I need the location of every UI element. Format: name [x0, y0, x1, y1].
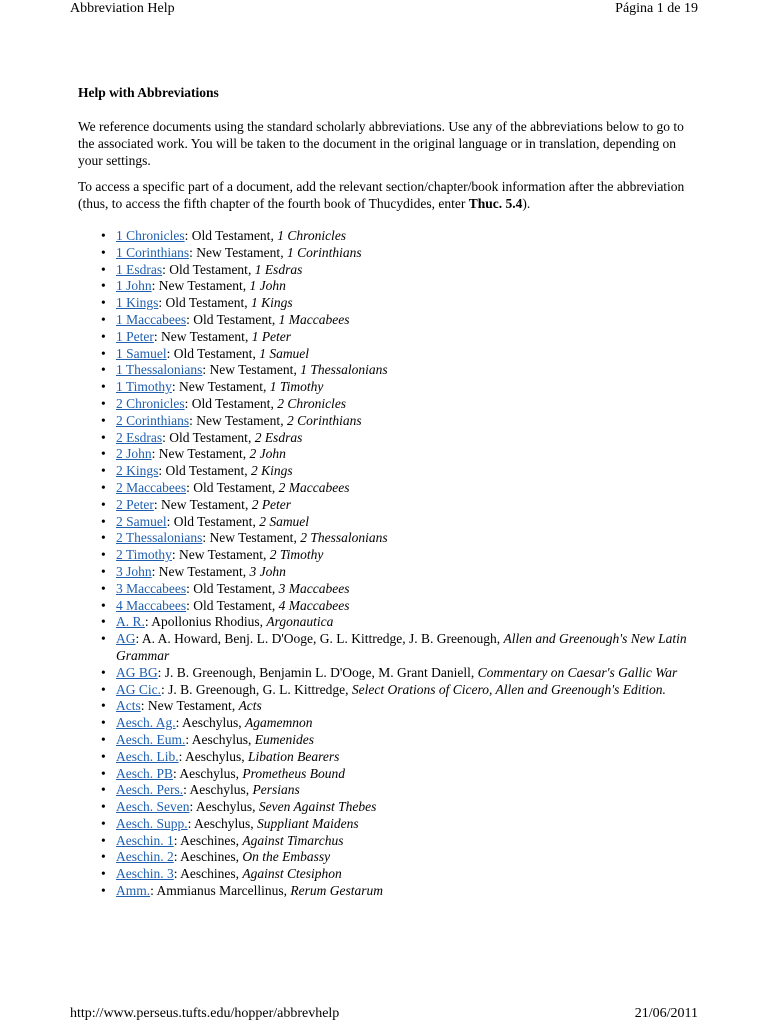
entry-work-title: Agamemnon	[245, 715, 313, 731]
entry-work-title: Against Timarchus	[242, 832, 344, 848]
abbreviation-link[interactable]: 1 Thessalonians	[116, 362, 203, 378]
list-item: • 2 Peter: New Testament, 2 Peter	[116, 497, 690, 514]
entry-work-title: 1 Maccabees	[278, 311, 350, 327]
print-footer-url: http://www.perseus.tufts.edu/hopper/abbrevhelp	[70, 1006, 340, 1021]
entry-work-title: 2 Thessalonians	[300, 530, 388, 546]
list-item: • 1 John: New Testament, 1 John	[116, 278, 690, 295]
abbreviation-link[interactable]: Aesch. Eum.	[116, 731, 186, 747]
abbreviation-link[interactable]: A. R.	[116, 614, 145, 630]
entry-author: Old Testament	[191, 395, 271, 411]
entry-author: J. B. Greenough, Benjamin L. D'Ooge, M. Grant Daniell	[164, 664, 471, 680]
abbreviation-link[interactable]: 2 Thessalonians	[116, 530, 203, 546]
entry-work-title: 1 Timothy	[269, 379, 324, 395]
abbreviation-link[interactable]: AG	[116, 631, 136, 647]
entry-work-title: 2 Kings	[250, 463, 293, 479]
entry-work-title: Against Ctesiphon	[242, 866, 342, 882]
entry-work-title: Allen and Greenough's New Latin Grammar	[116, 631, 687, 663]
abbreviation-link[interactable]: 1 Samuel	[116, 345, 167, 361]
entry-work-title: Prometheus Bound	[242, 765, 345, 781]
abbreviation-link[interactable]: 3 Maccabees	[116, 580, 187, 596]
access-text-after: ).	[522, 196, 531, 211]
list-item: • 1 Timothy: New Testament, 1 Timothy	[116, 379, 690, 396]
abbreviation-link[interactable]: Aesch. Lib.	[116, 748, 179, 764]
abbreviation-link[interactable]: 3 John	[116, 563, 152, 579]
entry-work-title: Seven Against Thebes	[258, 799, 377, 815]
entry-work-title: 1 Esdras	[254, 261, 303, 277]
entry-author: Aeschylus	[195, 799, 253, 815]
entry-author: Aeschines	[180, 866, 236, 882]
list-item: • Aesch. Ag.: Aeschylus, Agamemnon	[116, 715, 690, 732]
abbreviation-link[interactable]: 1 Peter	[116, 328, 154, 344]
print-footer-date: 21/06/2011	[634, 1006, 698, 1021]
list-item: • Amm.: Ammianus Marcellinus, Rerum Gestarum	[116, 883, 690, 900]
abbreviation-link[interactable]: 2 Corinthians	[116, 412, 190, 428]
entry-author: A. A. Howard, Benj. L. D'Ooge, G. L. Kittredge, J. B. Greenough	[141, 631, 497, 647]
entry-author: New Testament	[196, 244, 281, 260]
abbreviation-link[interactable]: 1 John	[116, 278, 152, 294]
entry-work-title: Argonautica	[266, 614, 334, 630]
abbreviation-link[interactable]: Aesch. PB	[116, 765, 173, 781]
list-item: • Aesch. Eum.: Aeschylus, Eumenides	[116, 732, 690, 749]
abbreviation-link[interactable]: AG BG	[116, 664, 158, 680]
list-item: • Aesch. Supp.: Aeschylus, Suppliant Maidens	[116, 816, 690, 833]
abbreviation-link[interactable]: 1 Chronicles	[116, 228, 185, 243]
list-item: • 1 Chronicles: Old Testament, 1 Chronicles	[116, 228, 690, 245]
list-item: • Aesch. Lib.: Aeschylus, Libation Bearers	[116, 749, 690, 766]
list-item: • 1 Samuel: Old Testament, 1 Samuel	[116, 346, 690, 363]
abbreviation-link[interactable]: 2 Kings	[116, 463, 159, 479]
entry-work-title: 1 Corinthians	[286, 244, 362, 260]
entry-work-title: 2 Maccabees	[278, 479, 350, 495]
list-item: • Aesch. PB: Aeschylus, Prometheus Bound	[116, 766, 690, 783]
entry-work-title: 2 Samuel	[259, 513, 310, 529]
entry-author: New Testament	[161, 328, 245, 344]
entry-author: Old Testament	[173, 513, 253, 529]
list-item: • 1 Kings: Old Testament, 1 Kings	[116, 295, 690, 312]
entry-author: Aeschines	[180, 849, 236, 865]
entry-work-title: 1 Thessalonians	[300, 362, 388, 378]
page-content	[78, 84, 690, 900]
abbreviation-link[interactable]: Acts	[116, 698, 141, 714]
entry-work-title: Suppliant Maidens	[257, 815, 359, 831]
page-title: Help with Abbreviations	[78, 85, 219, 100]
abbreviation-link[interactable]: 2 Peter	[116, 496, 154, 512]
abbreviation-link[interactable]: 2 Chronicles	[116, 395, 185, 411]
entry-author: Old Testament	[165, 295, 245, 311]
entry-work-title: Commentary on Caesar's Gallic War	[477, 664, 678, 680]
entry-work-title: 3 John	[249, 563, 286, 579]
entry-work-title: 2 Esdras	[254, 429, 303, 445]
entry-author: New Testament	[158, 278, 243, 294]
abbreviation-link[interactable]: 2 Samuel	[116, 513, 167, 529]
list-item: • 2 Corinthians: New Testament, 2 Corinthians	[116, 413, 690, 430]
entry-author: New Testament	[196, 412, 281, 428]
abbreviation-link[interactable]: Amm.	[116, 883, 151, 899]
list-item: • 2 Kings: Old Testament, 2 Kings	[116, 463, 690, 480]
entry-author: Apollonius Rhodius	[151, 614, 260, 630]
access-text-before: To access a specific part of a document, add the relevant section/chapter/book information after the abbreviation (thus, to access the fifth chapter of the fourth book of Thucydides, enter	[78, 179, 685, 211]
print-header-title: Abbreviation Help	[70, 1, 175, 16]
list-item: • 3 John: New Testament, 3 John	[116, 564, 690, 581]
list-item: • A. R.: Apollonius Rhodius, Argonautica	[116, 614, 690, 631]
entry-work-title: Acts	[238, 698, 262, 714]
entry-author: Old Testament	[193, 597, 272, 613]
list-item: • 2 Samuel: Old Testament, 2 Samuel	[116, 514, 690, 531]
entry-author: Aeschines	[180, 832, 236, 848]
entry-author: New Testament	[209, 530, 294, 546]
entry-author: New Testament	[179, 379, 263, 395]
abbreviation-link[interactable]: 1 Corinthians	[116, 244, 190, 260]
entry-work-title: Persians	[252, 782, 300, 798]
list-item: • Acts: New Testament, Acts	[116, 698, 690, 715]
entry-author: Old Testament	[193, 311, 272, 327]
list-item: • 2 Maccabees: Old Testament, 2 Maccabees	[116, 480, 690, 497]
list-item: • 2 Thessalonians: New Testament, 2 Thessalonians	[116, 530, 690, 547]
entry-work-title: Eumenides	[254, 731, 314, 747]
print-header	[70, 1, 698, 17]
list-item: • 2 Chronicles: Old Testament, 2 Chronicles	[116, 396, 690, 413]
abbreviation-link[interactable]: 1 Esdras	[116, 261, 163, 277]
list-item: • AG BG: J. B. Greenough, Benjamin L. D'Ooge, M. Grant Daniell, Commentary on Caesar's Gallic War	[116, 665, 690, 682]
entry-author: New Testament	[209, 362, 294, 378]
list-item: • Aesch. Pers.: Aeschylus, Persians	[116, 782, 690, 799]
entry-work-title: Select Orations of Cicero, Allen and Greenough's Edition.	[351, 681, 666, 697]
abbreviation-link[interactable]: 2 Maccabees	[116, 479, 187, 495]
list-item: • 2 Timothy: New Testament, 2 Timothy	[116, 547, 690, 564]
entry-work-title: 4 Maccabees	[278, 597, 350, 613]
entry-author: Old Testament	[193, 479, 272, 495]
entry-author: Aeschylus	[182, 715, 239, 731]
abbreviation-link[interactable]: AG Cic.	[116, 681, 161, 697]
entry-work-title: 1 Peter	[251, 328, 292, 344]
entry-work-title: Rerum Gestarum	[290, 883, 384, 899]
abbreviation-link[interactable]: 2 Timothy	[116, 547, 172, 563]
list-item: • 1 Esdras: Old Testament, 1 Esdras	[116, 262, 690, 279]
list-item: • 1 Peter: New Testament, 1 Peter	[116, 329, 690, 346]
list-item: • 1 Thessalonians: New Testament, 1 Thessalonians	[116, 362, 690, 379]
list-item: • 1 Maccabees: Old Testament, 1 Maccabees	[116, 312, 690, 329]
entry-author: New Testament	[179, 547, 263, 563]
abbreviation-list	[78, 228, 690, 900]
entry-work-title: 1 Samuel	[259, 345, 310, 361]
entry-author: J. B. Greenough, G. L. Kittredge	[168, 681, 346, 697]
entry-work-title: 1 John	[249, 278, 286, 294]
access-example: Thuc. 5.4	[468, 196, 523, 211]
abbreviation-link[interactable]: 1 Maccabees	[116, 311, 187, 327]
entry-work-title: 2 Corinthians	[286, 412, 362, 428]
list-item: • 1 Corinthians: New Testament, 1 Corinthians	[116, 245, 690, 262]
abbreviation-link[interactable]: 2 Esdras	[116, 429, 163, 445]
entry-work-title: Libation Bearers	[248, 748, 340, 764]
entry-author: Aeschylus	[189, 782, 246, 798]
entry-author: Old Testament	[193, 580, 272, 596]
entry-author: New Testament	[158, 446, 243, 462]
entry-work-title: 2 Timothy	[269, 547, 324, 563]
list-item: • Aeschin. 3: Aeschines, Against Ctesiphon	[116, 866, 690, 883]
abbreviation-link[interactable]: 1 Kings	[116, 295, 159, 311]
list-item: • 2 John: New Testament, 2 John	[116, 446, 690, 463]
list-item: • Aeschin. 1: Aeschines, Against Timarchus	[116, 833, 690, 850]
abbreviation-link[interactable]: 1 Timothy	[116, 379, 172, 395]
entry-author: Old Testament	[173, 345, 253, 361]
entry-work-title: 1 Chronicles	[277, 228, 347, 243]
list-item: • 4 Maccabees: Old Testament, 4 Maccabees	[116, 598, 690, 615]
list-item: • Aesch. Seven: Aeschylus, Seven Against Thebes	[116, 799, 690, 816]
access-instructions	[78, 178, 690, 212]
entry-work-title: 2 Chronicles	[277, 395, 347, 411]
entry-work-title: 3 Maccabees	[278, 580, 350, 596]
entry-author: Aeschylus	[194, 815, 251, 831]
entry-author: Old Testament	[191, 228, 271, 243]
intro-paragraph: We reference documents using the standard scholarly abbreviations. Use any of the abbreviations below to go to the associated work. You will be taken to the document in the original language or in translation, depending on your settings.	[78, 119, 684, 168]
entry-author: New Testament	[161, 496, 245, 512]
abbreviation-link[interactable]: Aesch. Pers.	[116, 782, 184, 798]
abbreviation-link[interactable]: 4 Maccabees	[116, 597, 187, 613]
entry-work-title: On the Embassy	[242, 849, 331, 865]
entry-author: Aeschylus	[179, 765, 236, 781]
entry-author: Ammianus Marcellinus	[156, 883, 284, 899]
print-header-page-number: Página 1 de 19	[615, 1, 698, 16]
entry-author: New Testament	[158, 563, 243, 579]
abbreviation-link[interactable]: Aeschin. 3	[116, 866, 174, 882]
abbreviation-link[interactable]: Aesch. Seven	[116, 799, 190, 815]
entry-author: New Testament	[147, 698, 232, 714]
list-item: • Aeschin. 2: Aeschines, On the Embassy	[116, 849, 690, 866]
entry-author: Old Testament	[165, 463, 245, 479]
entry-work-title: 1 Kings	[250, 295, 293, 311]
entry-author: Aeschylus	[191, 731, 248, 747]
list-item: • 3 Maccabees: Old Testament, 3 Maccabees	[116, 581, 690, 598]
abbreviation-link[interactable]: Aesch. Supp.	[116, 815, 188, 831]
entry-author: Old Testament	[169, 261, 248, 277]
entry-work-title: 2 Peter	[251, 496, 292, 512]
entry-author: Old Testament	[169, 429, 248, 445]
abbreviation-link[interactable]: Aeschin. 2	[116, 849, 174, 865]
entry-author: Aeschylus	[185, 748, 242, 764]
abbreviation-link[interactable]: Aesch. Ag.	[116, 715, 176, 731]
list-item: • AG: A. A. Howard, Benj. L. D'Ooge, G. L. Kittredge, J. B. Greenough, Allen and Greenough's New Latin Grammar	[116, 631, 690, 665]
entry-work-title: 2 John	[249, 446, 286, 462]
abbreviation-link[interactable]: Aeschin. 1	[116, 832, 174, 848]
print-footer	[70, 1006, 698, 1022]
list-item: • AG Cic.: J. B. Greenough, G. L. Kittredge, Select Orations of Cicero, Allen and Greenough's Edition.	[116, 682, 690, 699]
abbreviation-link[interactable]: 2 John	[116, 446, 152, 462]
list-item: • 2 Esdras: Old Testament, 2 Esdras	[116, 430, 690, 447]
